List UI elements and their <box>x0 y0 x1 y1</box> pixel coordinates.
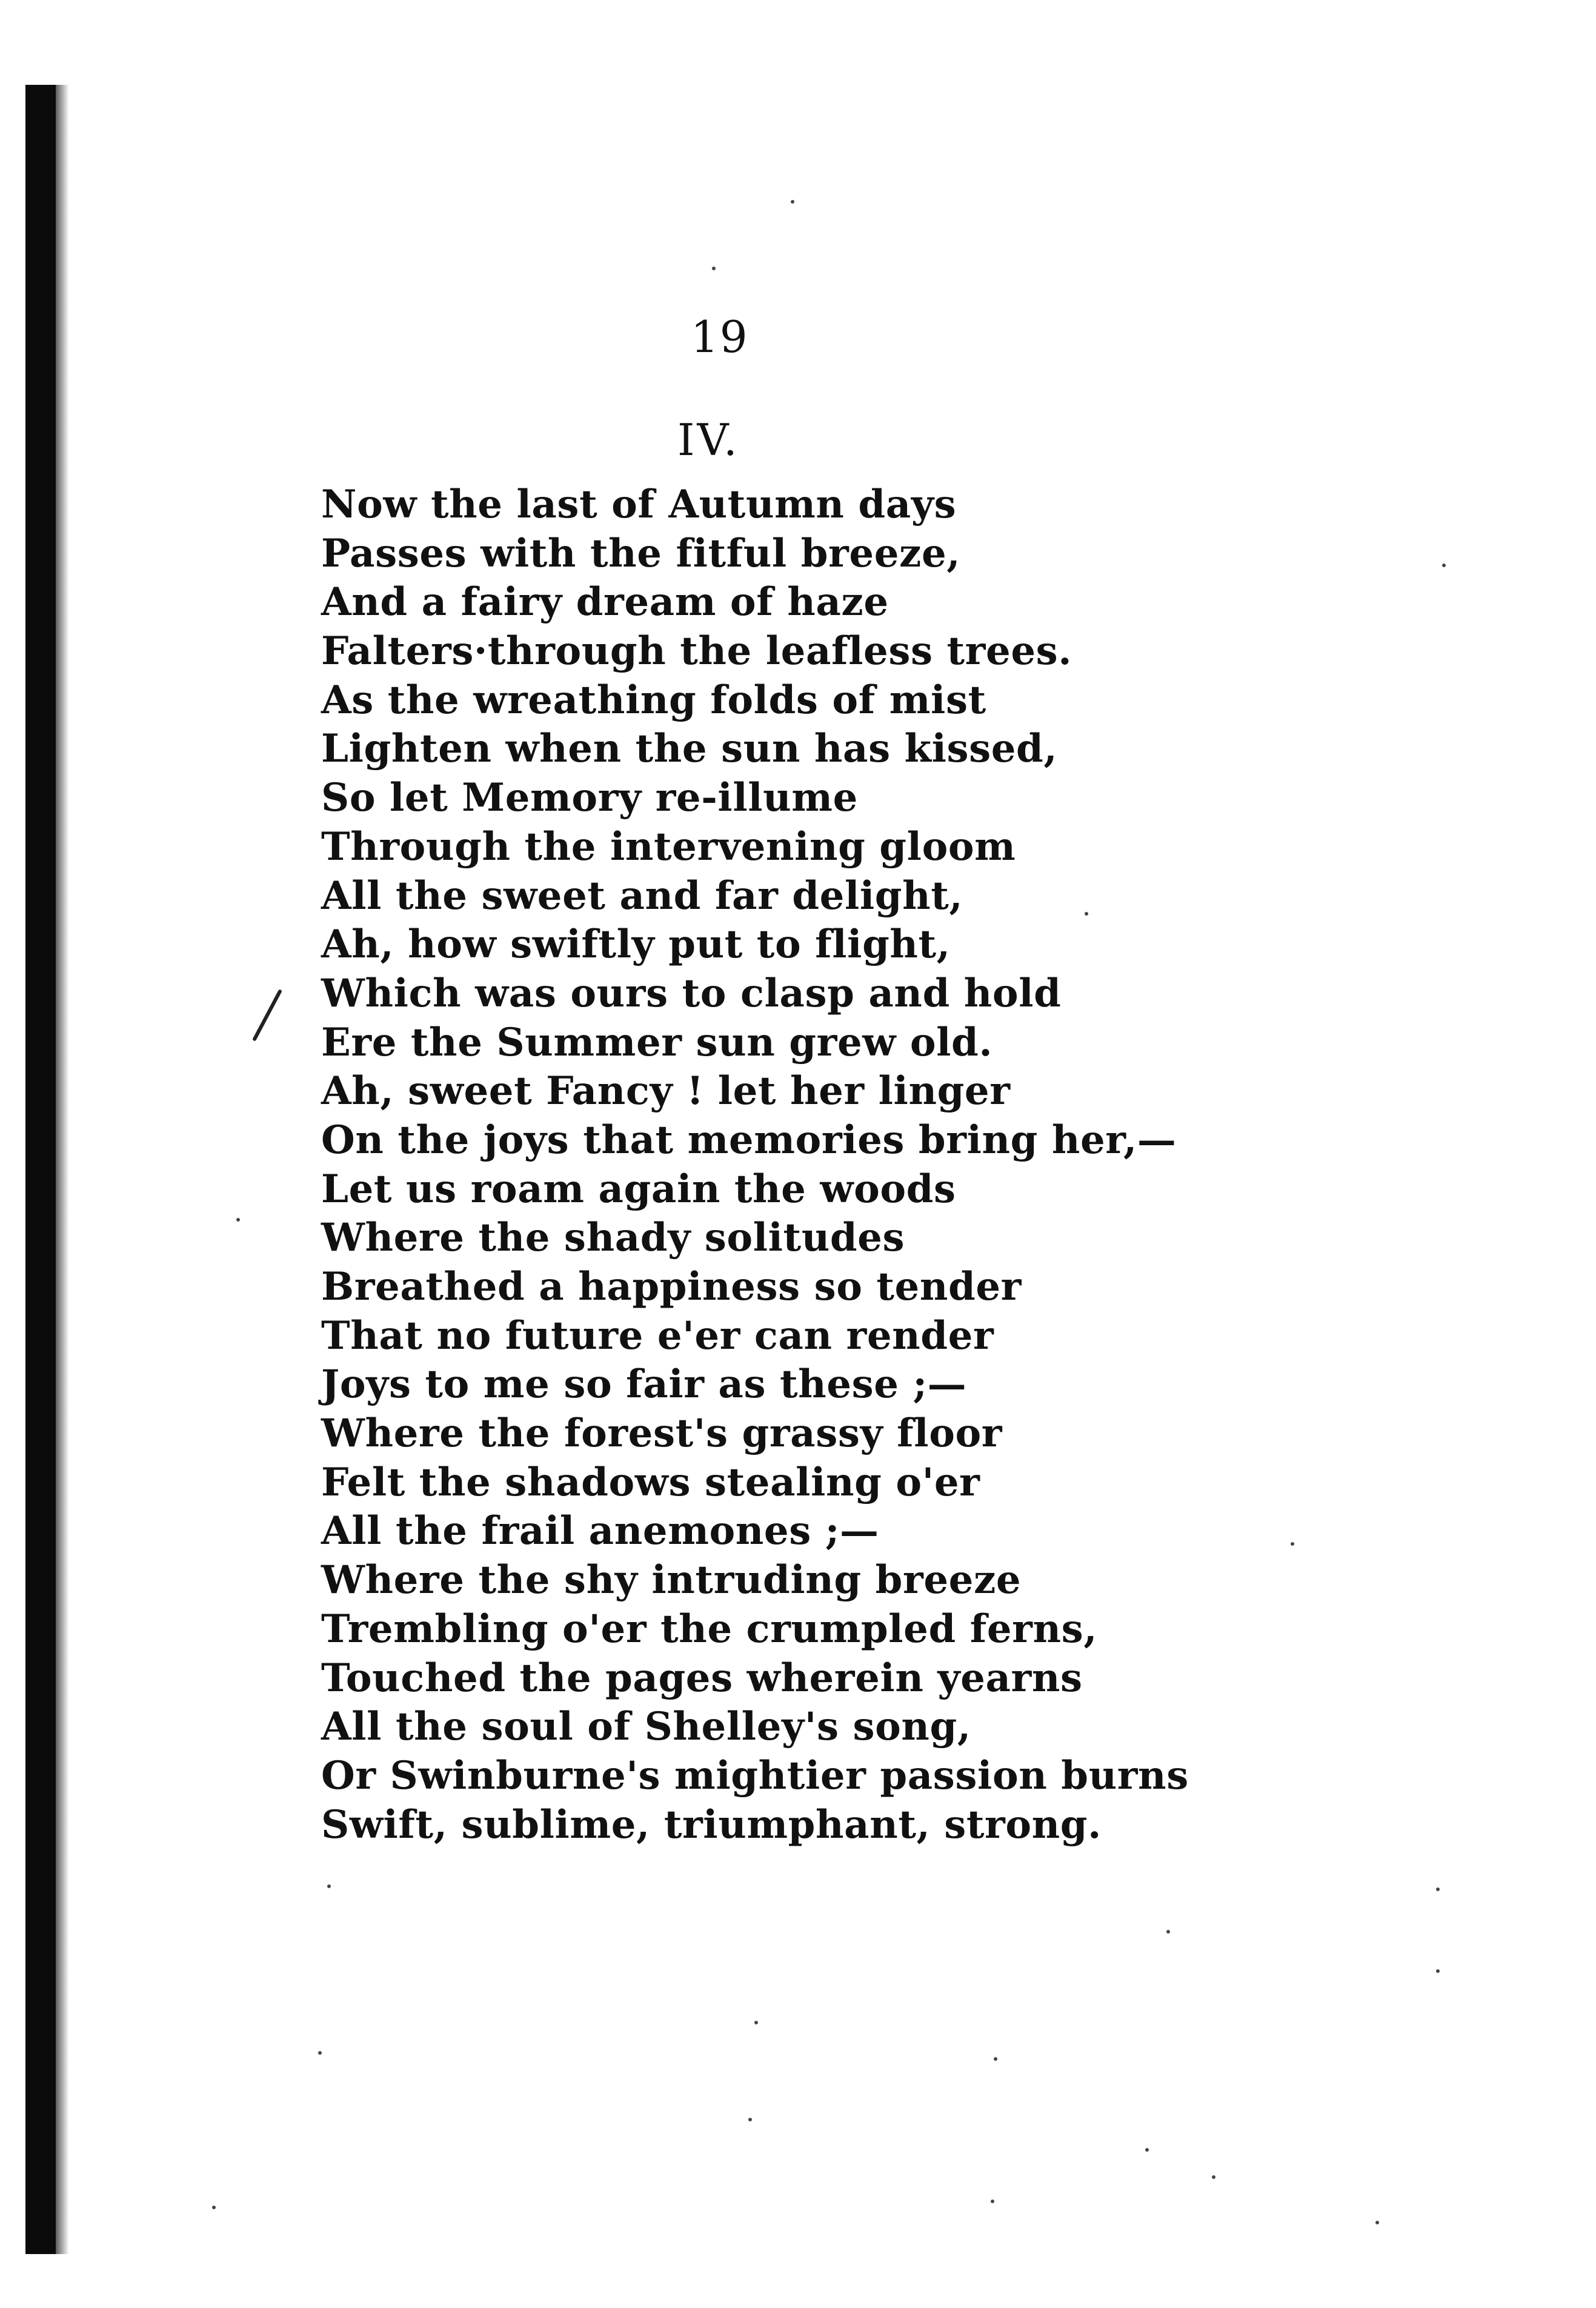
poem-line: On the joys that memories bring her,— <box>321 1117 1177 1163</box>
poem-line: That no future e'er can render <box>321 1312 994 1359</box>
scan-speck <box>1291 1542 1294 1546</box>
scan-speck <box>791 200 794 204</box>
scan-speck <box>318 2051 322 2055</box>
scan-speck <box>991 2200 994 2203</box>
scan-speck <box>1436 1887 1440 1891</box>
poem-line: Through the intervening gloom <box>321 823 1016 870</box>
scan-speck <box>994 2057 997 2061</box>
poem-line: Falters·through the leafless trees. <box>321 628 1072 674</box>
poem-line: All the frail anemones ;— <box>321 1508 879 1554</box>
poem-line: Ere the Summer sun grew old. <box>321 1019 993 1065</box>
scan-speck <box>1085 912 1088 916</box>
poem-line: Passes with the fitful breeze, <box>321 530 961 576</box>
poem-line: Let us roam again the woods <box>321 1166 956 1212</box>
poem-line: Touched the pages wherein yearns <box>321 1655 1083 1701</box>
poem-line: Lighten when the sun has kissed, <box>321 726 1058 772</box>
margin-pencil-mark <box>252 989 282 1042</box>
poem-line: Or Swinburne's mightier passion burns <box>321 1752 1189 1798</box>
poem-line: Ah, sweet Fancy ! let her linger <box>321 1068 1011 1114</box>
page-number: 19 <box>691 311 749 362</box>
poem-line: Joys to me so fair as these ;— <box>321 1362 967 1408</box>
poem-line: Where the shady solitudes <box>321 1215 905 1261</box>
scan-speck <box>748 2118 752 2121</box>
scan-speck <box>1212 2175 1215 2179</box>
poem-line: Where the shy intruding breeze <box>321 1557 1022 1603</box>
scan-speck <box>327 1884 331 1888</box>
scan-speck <box>754 2021 758 2024</box>
poem-text <box>321 481 1509 1849</box>
poem-line: And a fairy dream of haze <box>321 579 889 625</box>
poem-line: Felt the shadows stealing o'er <box>321 1459 980 1505</box>
poem-line: All the soul of Shelley's song, <box>321 1704 971 1750</box>
poem-line: Ah, how swiftly put to flight, <box>321 922 951 968</box>
page-binding-edge <box>25 85 56 2254</box>
poem-line: Swift, sublime, triumphant, strong. <box>321 1801 1102 1847</box>
section-number: IV. <box>677 414 740 465</box>
poem-line: Now the last of Autumn days <box>321 482 957 527</box>
poem-line: So let Memory re-illume <box>321 775 858 821</box>
poem-line: Where the forest's grassy floor <box>321 1411 1003 1457</box>
scan-speck <box>712 267 716 270</box>
scan-speck <box>212 2206 216 2209</box>
poem-line: Breathed a happiness so tender <box>321 1264 1022 1309</box>
scan-speck <box>1145 2148 1149 2152</box>
scan-speck <box>236 1218 240 1222</box>
poem-line: Trembling o'er the crumpled ferns, <box>321 1606 1098 1652</box>
scan-speck <box>1436 1969 1440 1973</box>
poem-line: Which was ours to clasp and hold <box>321 970 1062 1016</box>
poem-line: As the wreathing folds of mist <box>321 677 986 723</box>
poem-line: All the sweet and far delight, <box>321 873 963 919</box>
scan-speck <box>1166 1930 1170 1934</box>
scan-speck <box>1442 564 1446 567</box>
scan-speck <box>1375 2221 1379 2224</box>
